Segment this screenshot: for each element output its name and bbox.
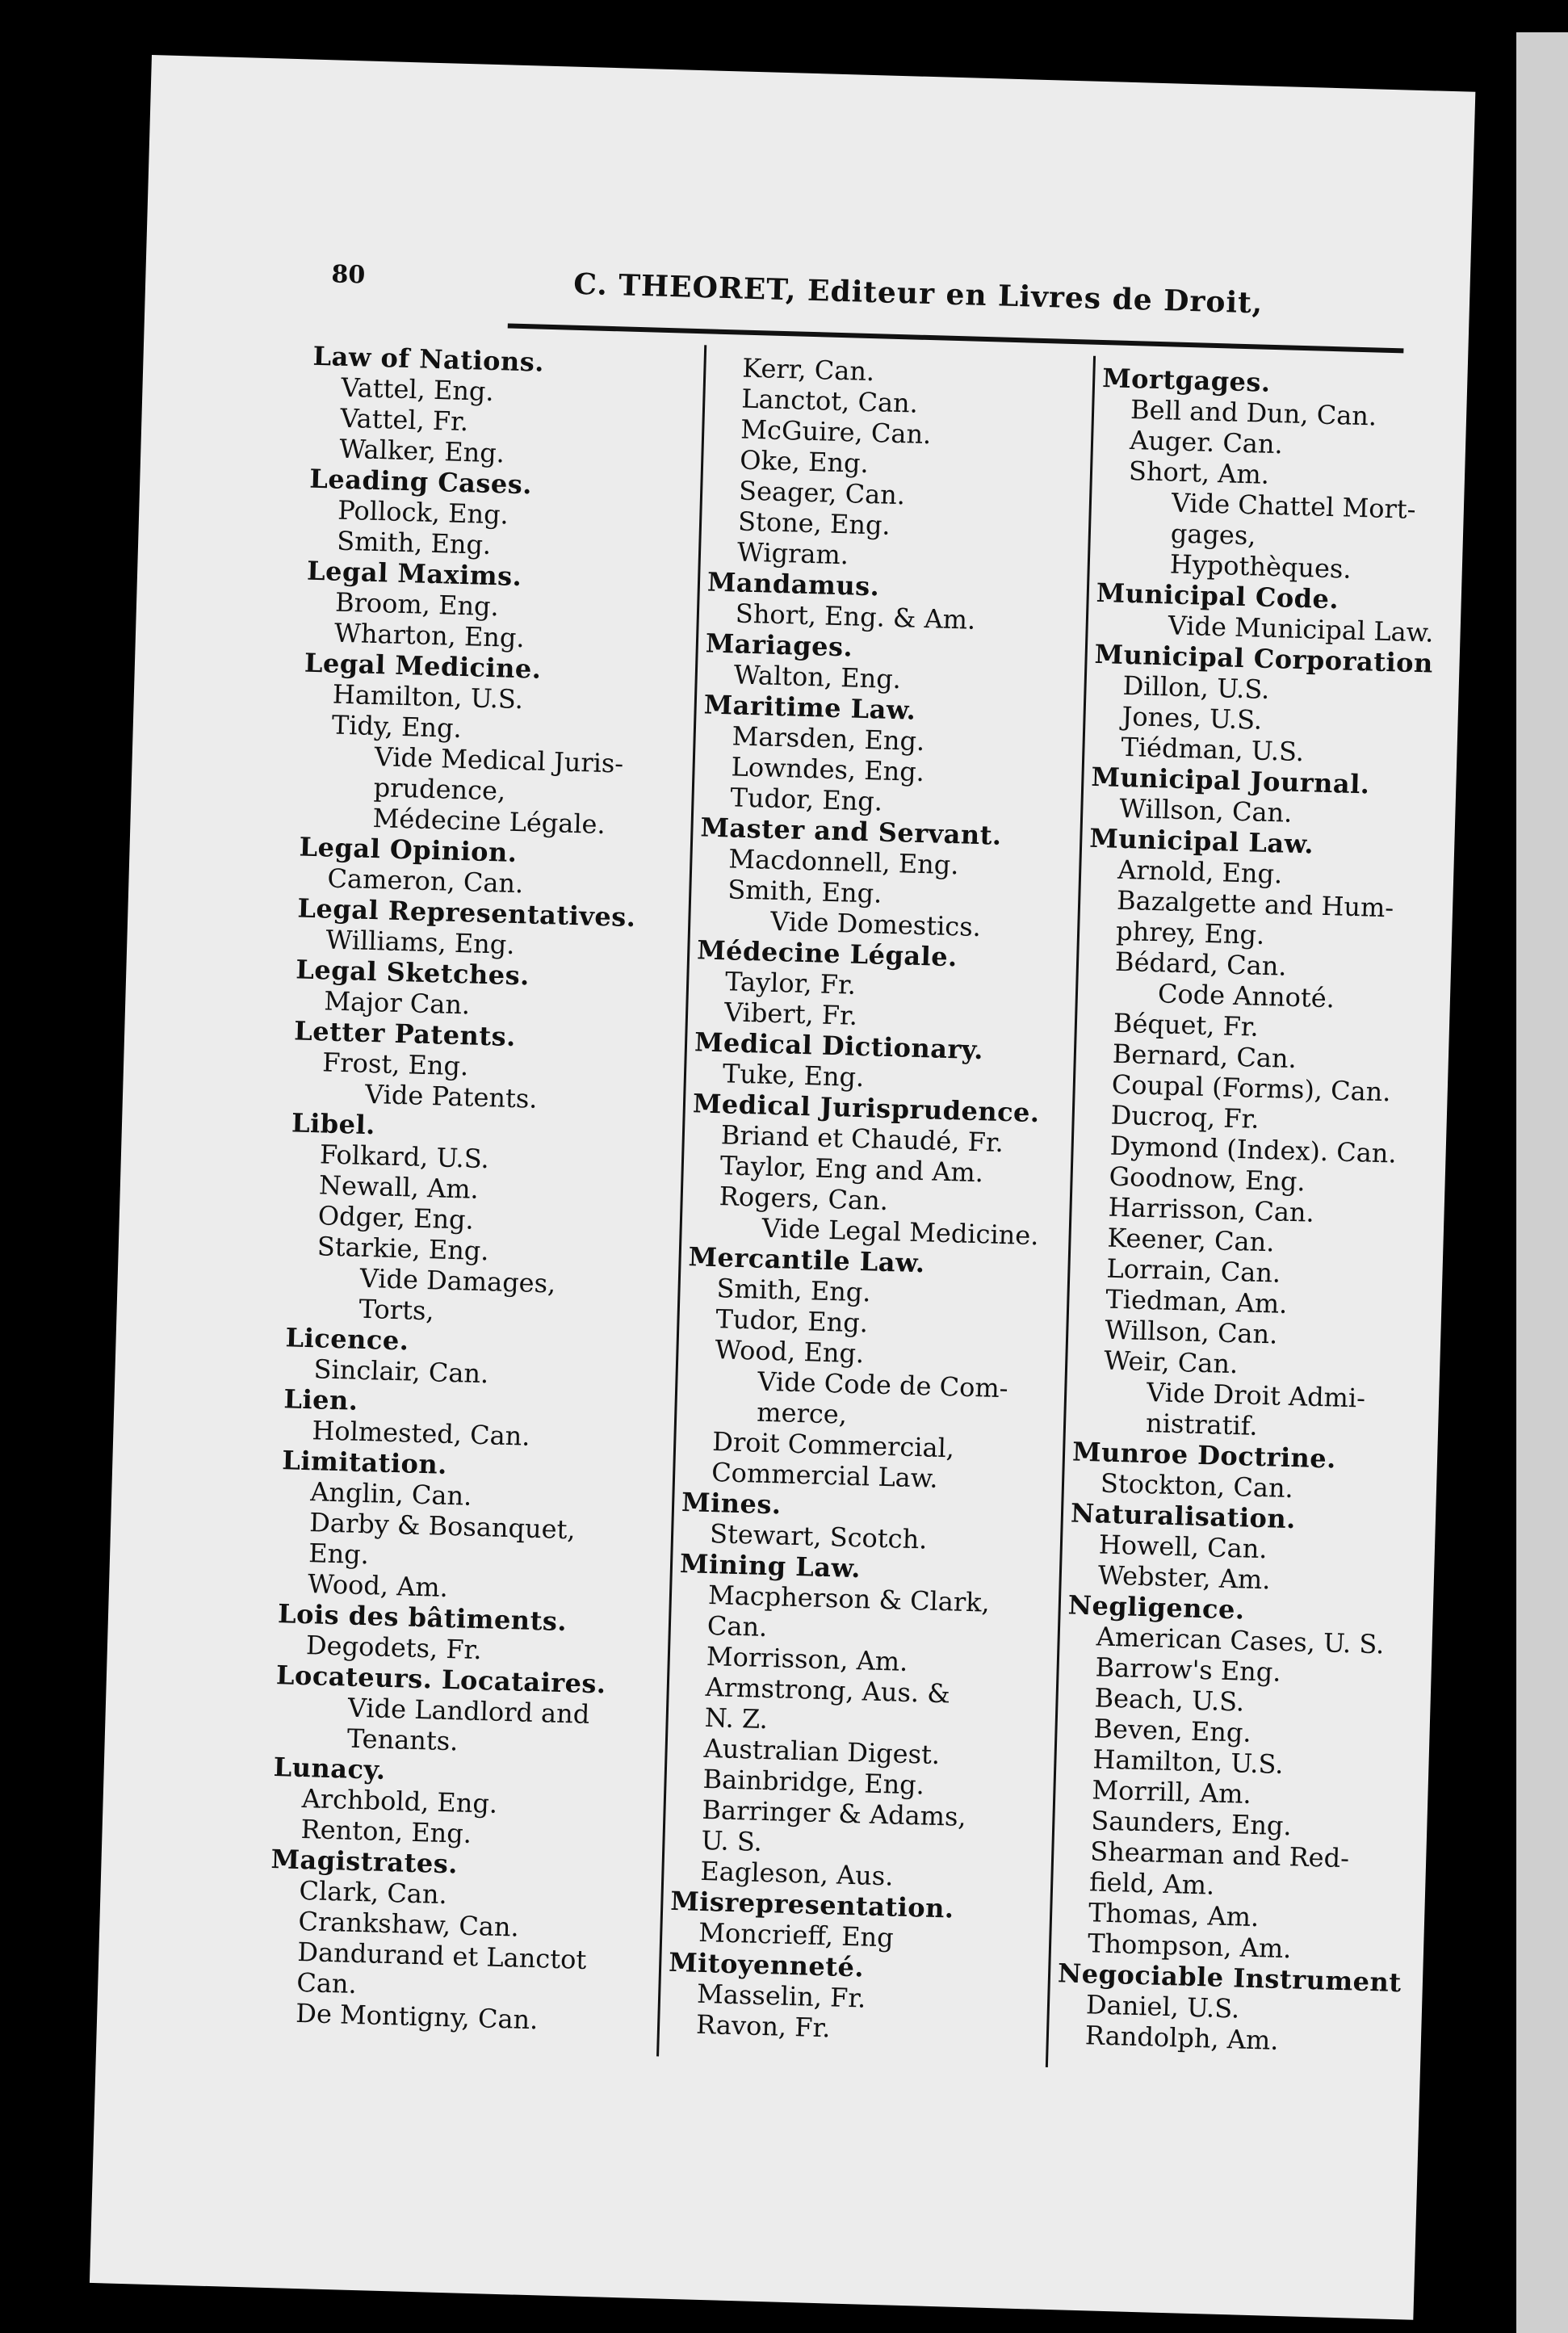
- index-entry: Starkie, Eng.: [317, 1231, 490, 1267]
- index-entry: Walton, Eng.: [733, 659, 902, 695]
- index-entry: Eagleson, Aus.: [699, 1855, 894, 1892]
- index-heading: Mines.: [681, 1487, 782, 1521]
- index-cross-reference: prudence,: [373, 772, 506, 807]
- index-entry: Can.: [706, 1609, 768, 1643]
- index-entry: Bell and Dun, Can.: [1130, 394, 1377, 432]
- index-entry: Odger, Eng.: [317, 1200, 475, 1236]
- index-heading: Licence.: [285, 1322, 409, 1357]
- index-heading: Locateurs. Locataires.: [275, 1660, 607, 1700]
- index-cross-reference: Vide Code de Com-: [757, 1366, 1009, 1404]
- index-cross-reference: Vide Municipal Law.: [1168, 610, 1434, 648]
- index-entry: Droit Commercial,: [711, 1426, 955, 1464]
- index-entry: Commercial Law.: [711, 1457, 939, 1494]
- index-heading: Limitation.: [281, 1445, 448, 1480]
- index-entry: Stewart, Scotch.: [709, 1518, 928, 1555]
- index-entry: Stockton, Can.: [1100, 1467, 1294, 1504]
- index-entry: Australian Digest.: [703, 1732, 941, 1771]
- index-heading: Legal Sketches.: [295, 954, 530, 992]
- index-cross-reference: Vide Patents.: [364, 1078, 539, 1114]
- index-heading: Legal Maxims.: [306, 555, 522, 593]
- index-entry: Thomas, Am.: [1088, 1897, 1260, 1933]
- index-entry: Barrow's Eng.: [1095, 1651, 1282, 1688]
- index-cross-reference: Médecine Légale.: [372, 803, 606, 841]
- index-heading: Negligence.: [1067, 1589, 1246, 1626]
- index-entry: Bédard, Can.: [1114, 946, 1288, 982]
- index-entry: Dillon, U.S.: [1122, 669, 1270, 705]
- index-entry: Holmested, Can.: [311, 1415, 531, 1452]
- index-entry: Tiédman, U.S.: [1121, 731, 1305, 768]
- index-entry: Béquet, Fr.: [1113, 1007, 1260, 1043]
- index-entry: N. Z.: [704, 1701, 769, 1735]
- index-entry: field, Am.: [1088, 1866, 1215, 1901]
- index-entry: Bazalgette and Hum-: [1116, 884, 1394, 924]
- index-entry: Wigram.: [736, 536, 849, 571]
- index-cross-reference: nistratif.: [1145, 1408, 1259, 1441]
- index-entry: Clark, Can.: [299, 1874, 448, 1911]
- index-heading: Lois des bâtiments.: [277, 1598, 568, 1638]
- index-entry: Eng.: [308, 1538, 370, 1571]
- index-heading: Letter Patents.: [293, 1015, 517, 1053]
- index-heading: Médecine Légale.: [696, 934, 958, 973]
- index-entry: Jones, U.S.: [1121, 700, 1263, 736]
- index-entry: Hamilton, U.S.: [332, 678, 524, 715]
- index-entry: Tidy, Eng.: [331, 709, 463, 745]
- index-entry: Morrisson, Am.: [706, 1640, 908, 1677]
- index-cross-reference: gages,: [1170, 518, 1257, 552]
- index-entry: Major Can.: [323, 985, 471, 1021]
- index-entry: Willson, Can.: [1104, 1314, 1278, 1350]
- index-entry: Moncrieff, Eng: [698, 1916, 895, 1953]
- index-entry: Wood, Am.: [307, 1568, 449, 1603]
- index-cross-reference: Torts,: [358, 1293, 435, 1327]
- index-heading: Legal Medicine.: [304, 647, 542, 685]
- index-entry: Auger. Can.: [1129, 425, 1284, 460]
- index-entry: Thompson, Am.: [1087, 1928, 1292, 1965]
- adjacent-page-edge: [1516, 32, 1568, 2333]
- index-entry: Keener, Can.: [1107, 1222, 1275, 1258]
- index-entry: Smith, Eng.: [716, 1273, 872, 1308]
- index-entry: Dandurand et Lanctot: [296, 1936, 587, 1975]
- index-cross-reference: Vide Medical Juris-: [374, 741, 624, 779]
- running-title: C. THEORET, Editeur en Livres de Droit,: [572, 266, 1264, 321]
- index-entry: Short, Eng. & Am.: [735, 598, 976, 636]
- index-entry: Weir, Can.: [1103, 1345, 1239, 1380]
- index-entry: Smith, Eng.: [727, 874, 883, 909]
- index-entry: Degodets, Fr.: [305, 1630, 483, 1666]
- index-heading: Legal Representatives.: [297, 892, 636, 934]
- index-entry: Macdonnell, Eng.: [727, 843, 960, 881]
- index-entry: Vattel, Fr.: [340, 402, 469, 438]
- index-heading: Negociable Instrument: [1057, 1957, 1402, 1999]
- index-heading: Munroe Doctrine.: [1071, 1436, 1337, 1475]
- index-entry: Tudor, Eng.: [730, 782, 883, 817]
- index-heading: Misrepresentation.: [669, 1885, 955, 1924]
- index-entry: Sinclair, Can.: [313, 1353, 489, 1390]
- index-entry: Oke, Eng.: [739, 444, 870, 479]
- index-entry: Can.: [296, 1966, 358, 2000]
- index-cross-reference: Vide Damages,: [359, 1262, 556, 1299]
- index-entry: Frost, Eng.: [321, 1047, 469, 1082]
- index-entry: Wharton, Eng.: [333, 617, 526, 654]
- index-column-3: [1055, 363, 1475, 2061]
- index-heading: Mortgages.: [1101, 363, 1272, 398]
- index-entry: Masselin, Fr.: [696, 1978, 866, 2014]
- index-heading: Mariages.: [705, 627, 853, 663]
- index-heading: Law of Nations.: [312, 340, 545, 378]
- index-entry: Pollock, Eng.: [337, 494, 509, 531]
- index-entry: Smith, Eng.: [336, 525, 492, 560]
- index-heading: Libel.: [291, 1107, 376, 1141]
- index-heading: Mercantile Law.: [688, 1241, 926, 1279]
- index-entry: Ravon, Fr.: [695, 2008, 831, 2044]
- index-heading: Maritime Law.: [703, 689, 916, 726]
- index-entry: Newall, Am.: [318, 1169, 480, 1205]
- index-entry: American Cases, U. S.: [1096, 1621, 1385, 1660]
- index-heading: Municipal Corporation: [1094, 638, 1434, 679]
- index-cross-reference: Vide Landlord and: [347, 1692, 590, 1730]
- index-heading: Municipal Code.: [1096, 577, 1340, 615]
- index-heading: Master and Servant.: [700, 812, 1003, 851]
- index-entry: Tuke, Eng.: [722, 1058, 865, 1093]
- index-entry: Dymond (Index). Can.: [1109, 1130, 1398, 1169]
- index-entry: Beven, Eng.: [1093, 1713, 1252, 1748]
- index-entry: Lowndes, Eng.: [731, 751, 925, 788]
- index-entry: Shearman and Red-: [1089, 1836, 1350, 1874]
- index-entry: Crankshaw, Can.: [298, 1905, 520, 1943]
- index-heading: Medical Jurisprudence.: [692, 1088, 1041, 1129]
- index-entry: Goodnow, Eng.: [1109, 1160, 1306, 1198]
- index-entry: Hamilton, U.S.: [1092, 1743, 1284, 1780]
- index-entry: Saunders, Eng.: [1090, 1805, 1293, 1842]
- index-heading: Legal Opinion.: [299, 831, 518, 869]
- index-entry: Lanctot, Can.: [740, 383, 919, 419]
- index-column-1: [266, 341, 717, 2039]
- index-cross-reference: Vide Domestics.: [769, 905, 982, 943]
- index-entry: Macpherson & Clark,: [707, 1579, 991, 1618]
- index-entry: Taylor, Fr.: [724, 966, 857, 1001]
- index-heading: Municipal Law.: [1088, 822, 1314, 860]
- index-entry: Vibert, Fr.: [723, 997, 858, 1031]
- index-entry: Willson, Can.: [1118, 792, 1293, 829]
- page-header: [331, 260, 1333, 329]
- index-entry: Folkard, U.S.: [319, 1139, 490, 1175]
- index-cross-reference: Vide Droit Admi-: [1146, 1377, 1366, 1414]
- index-entry: Marsden, Eng.: [732, 720, 925, 757]
- index-entry: Tiedman, Am.: [1105, 1283, 1288, 1320]
- index-entry: Short, Am.: [1128, 455, 1270, 490]
- index-cross-reference: Tenants.: [346, 1722, 459, 1757]
- index-entry: Kerr, Can.: [741, 352, 875, 388]
- index-entry: Webster, Am.: [1097, 1559, 1272, 1596]
- index-entry: Rogers, Can.: [719, 1181, 889, 1217]
- index-column-2: [667, 352, 1117, 2050]
- index-cross-reference: Hypothèques.: [1169, 548, 1352, 585]
- index-cross-reference: Vide Chattel Mort-: [1171, 487, 1417, 525]
- index-heading: Lunacy.: [273, 1752, 387, 1785]
- index-entry: Morrill, Am.: [1091, 1774, 1252, 1810]
- index-entry: Cameron, Can.: [327, 862, 524, 900]
- index-entry: Howell, Can.: [1098, 1529, 1268, 1565]
- index-entry: Beach, U.S.: [1094, 1682, 1245, 1718]
- index-entry: Ducroq, Fr.: [1110, 1099, 1260, 1135]
- index-entry: Daniel, U.S.: [1085, 1989, 1240, 2025]
- index-entry: U. S.: [701, 1824, 763, 1857]
- index-entry: Wood, Eng.: [714, 1334, 865, 1370]
- index-cross-reference: Vide Legal Medicine.: [761, 1212, 1039, 1252]
- index-heading: Mandamus.: [706, 566, 880, 602]
- index-entry: Williams, Eng.: [325, 924, 516, 960]
- index-heading: Lien.: [283, 1383, 359, 1416]
- index-entry: Seager, Can.: [738, 475, 906, 511]
- index-entry: phrey, Eng.: [1115, 915, 1265, 950]
- index-heading: Naturalisation.: [1070, 1497, 1297, 1535]
- index-entry: Vattel, Eng.: [341, 371, 495, 407]
- index-entry: Armstrong, Aus. &: [705, 1671, 951, 1710]
- index-entry: Bainbridge, Eng.: [702, 1763, 925, 1801]
- header-rule: [508, 323, 1404, 353]
- index-entry: Broom, Eng.: [334, 586, 500, 623]
- index-entry: Arnold, Eng.: [1117, 854, 1283, 890]
- index-cross-reference: merce,: [756, 1396, 848, 1430]
- index-cross-reference: Code Annoté.: [1157, 978, 1335, 1014]
- index-entry: McGuire, Can.: [740, 413, 932, 451]
- index-heading: Leading Cases.: [308, 463, 533, 501]
- index-entry: Anglin, Can.: [309, 1476, 472, 1512]
- index-heading: Medical Dictionary.: [694, 1026, 984, 1066]
- index-entry: Harrisson, Can.: [1108, 1191, 1315, 1228]
- index-entry: Taylor, Eng and Am.: [719, 1150, 984, 1189]
- index-entry: Tudor, Eng.: [715, 1303, 869, 1339]
- index-heading: Municipal Journal.: [1090, 761, 1370, 800]
- index-entry: Stone, Eng.: [737, 506, 891, 541]
- index-heading: Magistrates.: [270, 1844, 459, 1880]
- index-entry: Coupal (Forms), Can.: [1111, 1068, 1392, 1108]
- index-entry: Briand et Chaudé, Fr.: [720, 1119, 1004, 1158]
- index-entry: Bernard, Can.: [1112, 1038, 1298, 1075]
- index-entry: Lorrain, Can.: [1105, 1253, 1281, 1289]
- index-heading: Mitoyenneté.: [668, 1946, 865, 1983]
- index-entry: Randolph, Am.: [1084, 2020, 1279, 2056]
- index-entry: Darby & Bosanquet,: [308, 1507, 576, 1546]
- index-entry: Walker, Eng.: [338, 433, 505, 469]
- index-entry: De Montigny, Can.: [295, 1997, 539, 2036]
- index-entry: Renton, Eng.: [300, 1814, 472, 1849]
- index-entry: Archbold, Eng.: [301, 1783, 498, 1819]
- scanned-page: [90, 55, 1475, 2320]
- index-heading: Mining Law.: [679, 1547, 862, 1584]
- page-number: 80: [331, 260, 366, 290]
- index-entry: Barringer & Adams,: [702, 1794, 967, 1833]
